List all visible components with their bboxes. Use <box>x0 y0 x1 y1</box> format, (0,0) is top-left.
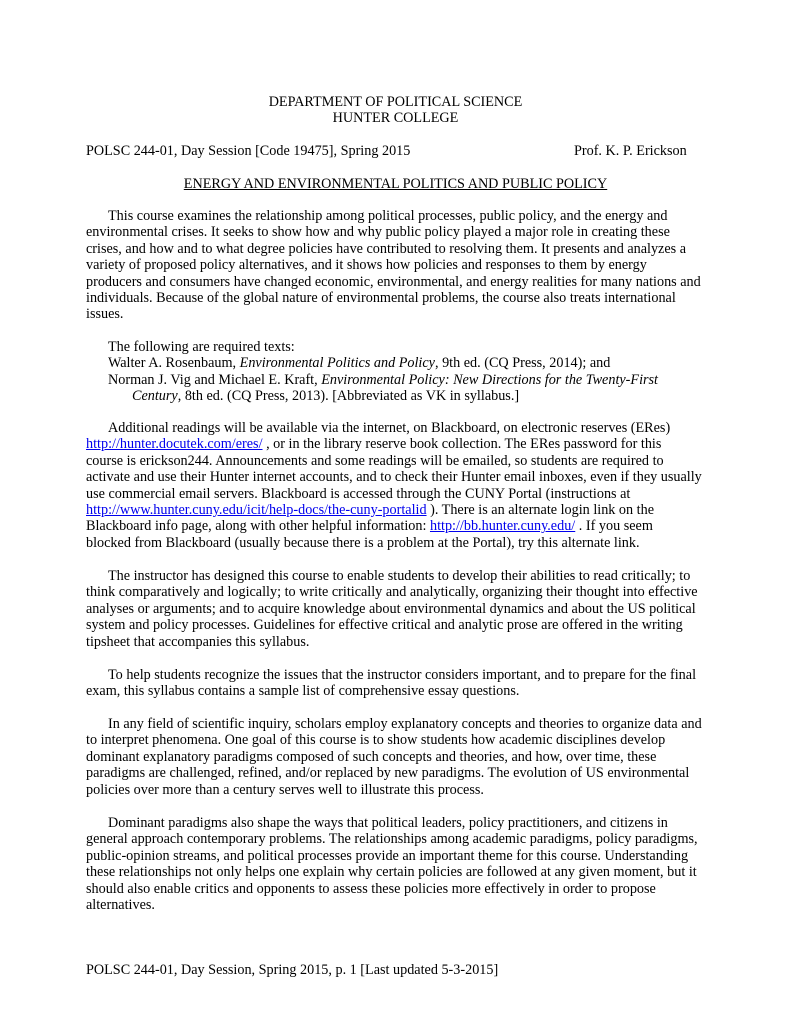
text-span: ). There is an alternate login link on the <box>426 502 655 519</box>
text-line: think comparatively and logically; to write critically and analytically, organizing their thought into effective <box>86 584 698 601</box>
paragraph-dominant-paradigms <box>86 815 706 913</box>
book2-author: Norman J. Vig and Michael E. Kraft, <box>108 371 322 388</box>
text-line: This course examines the relationship among political processes, public policy, and the energy and <box>108 208 668 224</box>
text-line: exam, this syllabus contains a sample list of comprehensive essay questions. <box>86 683 520 700</box>
text-line: these relationships not only helps one explain why certain policies are followed at any given moment, but it <box>86 864 697 881</box>
text-line: individuals. Because of the global nature of environmental problems, the course also treats international <box>86 290 676 307</box>
required-text-2 <box>108 372 708 388</box>
cuny-portal-link[interactable]: http://www.hunter.cuny.edu/icit/help-docs/the-cuny-portalid <box>86 502 427 519</box>
text-line: variety of proposed policy alternatives, and it shows how policies and responses to them by energy <box>86 257 647 274</box>
text-line: The instructor has designed this course to enable students to develop their abilities to read critically; to <box>108 568 691 584</box>
text-line <box>86 502 706 518</box>
text-line: use commercial email servers. Blackboard is accessed through the CUNY Portal (instructions at <box>86 485 631 502</box>
text-line: environmental crises. It seeks to show how and why public policy played a major role in creating these <box>86 224 670 241</box>
page-footer: POLSC 244-01, Day Session, Spring 2015, p. 1 [Last updated 5-3-2015] <box>86 962 499 978</box>
text-line: Dominant paradigms also shape the ways that political leaders, policy practitioners, and citizens in <box>108 815 668 831</box>
text-line: analyses or arguments; and to acquire knowledge about environmental dynamics and about the US political <box>86 600 696 617</box>
paragraph-paradigms <box>86 716 706 798</box>
required-texts <box>108 339 708 405</box>
text-line: alternatives. <box>86 897 155 914</box>
department-heading: DEPARTMENT OF POLITICAL SCIENCE <box>268 94 523 110</box>
text-span: , or in the library reserve book collection. The ERes password for this <box>262 436 662 453</box>
text-line: should also enable critics and opponents to assess these policies more effectively in order to propose <box>86 880 656 897</box>
paragraph-readings <box>86 420 706 551</box>
book1-title: Environmental Politics and Policy <box>239 355 435 372</box>
book2-title-cont: Century <box>132 388 178 405</box>
required-text-1 <box>108 355 708 371</box>
text-span: Blackboard info page, along with other helpful information: <box>86 518 430 535</box>
text-line: paradigms are challenged, refined, and/or replaced by new paradigms. The evolution of US environmental <box>86 765 690 782</box>
text-line <box>86 436 706 452</box>
book1-details: , 9th ed. (CQ Press, 2014); and <box>434 355 611 372</box>
instructor-name: Prof. K. P. Erickson <box>574 143 687 159</box>
text-line: tipsheet that accompanies this syllabus. <box>86 633 310 650</box>
book1-author: Walter A. Rosenbaum, <box>108 355 240 372</box>
course-info: POLSC 244-01, Day Session [Code 19475], Spring 2015 <box>86 143 411 159</box>
text-line: producers and consumers have changed economic, environmental, and energy realities for many nations and <box>86 273 701 290</box>
college-heading: HUNTER COLLEGE <box>332 110 459 126</box>
text-line <box>86 518 706 534</box>
book2-details: , 8th ed. (CQ Press, 2013). [Abbreviated as VK in syllabus.] <box>177 388 520 405</box>
paragraph-course-goals <box>86 568 706 650</box>
required-text-2-cont <box>108 388 708 404</box>
text-line: public-opinion streams, and political processes provide an important theme for this course. Understanding <box>86 847 689 864</box>
text-line: to interpret phenomena. One goal of this course is to show students how academic disciplines develop <box>86 732 666 749</box>
text-line: course is erickson244. Announcements and some readings will be emailed, so students are required to <box>86 452 664 469</box>
paragraph-intro <box>86 208 706 323</box>
blackboard-link[interactable]: http://bb.hunter.cuny.edu/ <box>429 518 576 535</box>
text-line: Additional readings will be available via the internet, on Blackboard, on electronic reserves (ERes) <box>108 420 671 436</box>
text-line: general approach contemporary problems. The relationships among academic paradigms, policy paradigms, <box>86 831 698 848</box>
text-line: dominant explanatory paradigms composed of such concepts and theories, and how, over time, these <box>86 748 657 765</box>
required-texts-intro: The following are required texts: <box>108 339 295 355</box>
book2-title: Environmental Policy: New Directions for the Twenty-First <box>321 371 658 388</box>
eres-link[interactable]: http://hunter.docutek.com/eres/ <box>86 436 263 453</box>
text-line: In any field of scientific inquiry, scholars employ explanatory concepts and theories to organize data and <box>108 716 702 732</box>
text-line: activate and use their Hunter internet accounts, and to check their Hunter email inboxes, even if they usually <box>86 469 702 486</box>
text-span: . If you seem <box>575 518 653 535</box>
text-line: To help students recognize the issues that the instructor considers important, and to prepare for the final <box>108 667 697 683</box>
text-line: blocked from Blackboard (usually because there is a problem at the Portal), try this alternate link. <box>86 534 640 551</box>
text-line: issues. <box>86 306 124 323</box>
text-line: crises, and how and to what degree policies have contributed to resolving them. It presents and analyzes a <box>86 240 687 257</box>
course-title: ENERGY AND ENVIRONMENTAL POLITICS AND PUBLIC POLICY <box>183 176 608 192</box>
text-line: system and policy processes. Guidelines for effective critical and analytic prose are offered in the writing <box>86 617 683 634</box>
text-line: policies over more than a century serves well to illustrate this process. <box>86 781 484 798</box>
paragraph-exam <box>86 667 706 700</box>
